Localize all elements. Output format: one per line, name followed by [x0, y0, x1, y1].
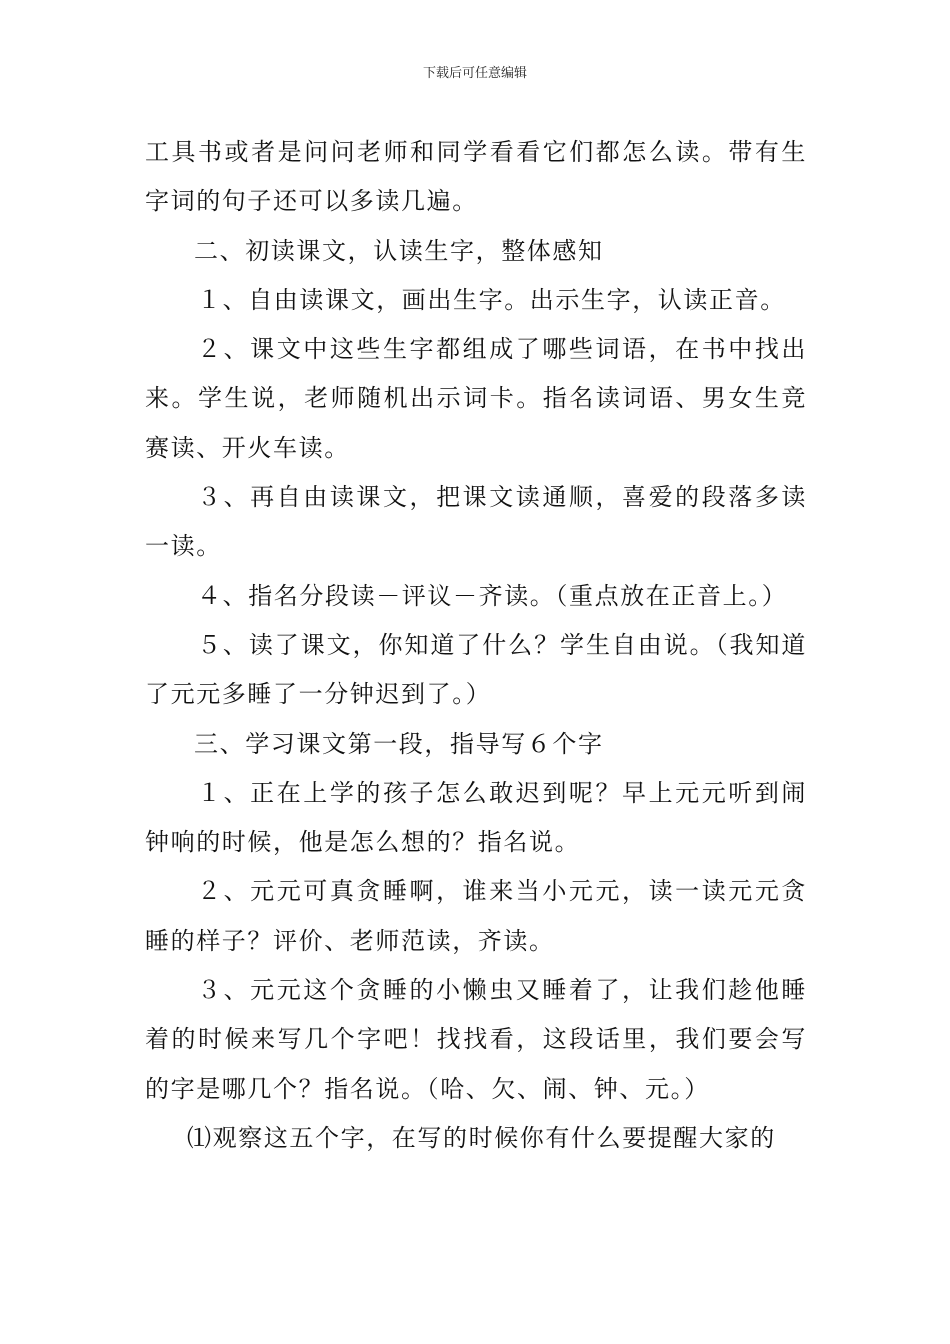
- list-item-1: １、自由读课文，画出生字。出示生字，认读正音。: [197, 285, 786, 314]
- sub-item-1: ⑴观察这五个字，在写的时候你有什么要提醒大家的: [187, 1123, 776, 1152]
- list-item-3-3: ３、元元这个贪睡的小懒虫又睡着了，让我们趁他睡着的时候来写几个字吧！找找看，这段话里，我们要会写的字是哪几个？指名说。（哈、欠、闹、钟、元。）: [145, 976, 807, 1103]
- paragraph-continuation: 工具书或者是问问老师和同学看看它们都怎么读。带有生字词的句子还可以多读几遍。: [145, 138, 807, 216]
- document-body: [145, 128, 807, 1163]
- page-header: 下载后可任意编辑: [422, 66, 527, 81]
- list-item-2: ２、课文中这些生字都组成了哪些词语，在书中找出来。学生说，老师随机出示词卡。指名读词语、男女生竞赛读、开火车读。: [145, 335, 807, 462]
- list-item-3-2: ２、元元可真贪睡啊，谁来当小元元，读一读元元贪睡的样子？评价、老师范读，齐读。: [145, 877, 807, 955]
- list-item-3-1: １、正在上学的孩子怎么敢迟到呢？早上元元听到闹钟响的时候，他是怎么想的？指名说。: [145, 778, 807, 857]
- list-item-5: ５、读了课文，你知道了什么？学生自由说。（我知道了元元多睡了一分钟迟到了。）: [145, 630, 807, 709]
- list-item-3: ３、再自由读课文，把课文读通顺，喜爱的段落多读一读。: [145, 483, 807, 561]
- section-heading-2: 二、初读课文，认读生字，整体感知: [194, 236, 604, 265]
- section-heading-3: 三、学习课文第一段，指导写６个字: [194, 729, 604, 758]
- list-item-4: ４、指名分段读－评议－齐读。（重点放在正音上。）: [197, 581, 788, 610]
